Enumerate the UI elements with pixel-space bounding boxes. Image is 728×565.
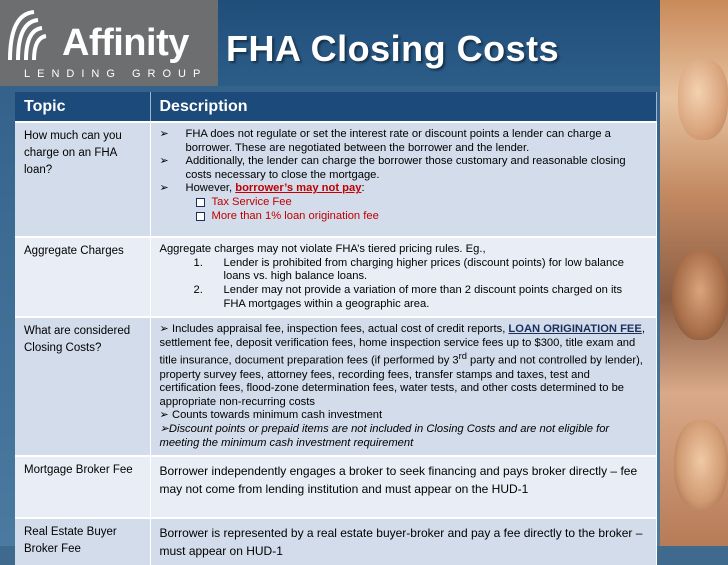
list-item bbox=[160, 155, 647, 182]
table-row bbox=[15, 317, 656, 456]
column-header-description: Description bbox=[150, 92, 656, 122]
topic-cell: Aggregate Charges bbox=[15, 237, 150, 317]
checkbox-bullet-icon bbox=[196, 198, 205, 207]
list-item bbox=[160, 128, 647, 155]
ordinal-suffix: rd bbox=[458, 351, 467, 362]
closing-costs-table bbox=[15, 92, 656, 559]
counts-text: Counts towards minimum cash investment bbox=[171, 409, 383, 422]
list-item-text: FHA does not regulate or set the interest rate or discount points a lender can charge a borrower. These are negotiated between the borrower and the lender. bbox=[185, 128, 611, 154]
logo-tagline: LENDING GROUP bbox=[24, 68, 208, 80]
photo-strip bbox=[660, 0, 728, 546]
numbered-item bbox=[194, 257, 647, 284]
description-cell bbox=[150, 237, 656, 317]
photo-person-1 bbox=[678, 60, 728, 140]
table-header-row bbox=[15, 92, 656, 122]
arrow-bullet-icon: ➢ bbox=[159, 155, 169, 168]
topic-cell: What are considered Closing Costs? bbox=[15, 317, 150, 456]
list-item bbox=[160, 182, 647, 196]
discount-note bbox=[160, 423, 647, 450]
numbered-list bbox=[160, 257, 647, 311]
sub-list-item bbox=[194, 196, 647, 210]
page-title: FHA Closing Costs bbox=[226, 28, 560, 69]
logo-arcs-icon bbox=[4, 6, 60, 62]
slide-header bbox=[0, 0, 660, 86]
description-cell bbox=[150, 122, 656, 237]
checkbox-bullet-icon bbox=[196, 212, 205, 221]
item-number: 1. bbox=[193, 256, 203, 269]
however-prefix: However, bbox=[185, 182, 236, 195]
broker-fee-text: Borrower independently engages a broker to seek financing and pays broker directly – fee may not come from lending institution and must appear on the HUD-1 bbox=[159, 464, 638, 497]
sub-list-item-text: Tax Service Fee bbox=[211, 195, 292, 208]
table-row bbox=[15, 518, 656, 565]
arrow-bullet-icon: ➢ bbox=[159, 182, 169, 195]
item-number: 2. bbox=[193, 283, 203, 296]
aggregate-intro: Aggregate charges may not violate FHA’s tiered pricing rules. Eg., bbox=[159, 243, 486, 256]
list-item-text: Additionally, the lender can charge the borrower those customary and reasonable closing costs necessary to close the mortgage. bbox=[185, 155, 626, 181]
lead-text: Includes appraisal fee, inspection fees, actual cost of credit reports, bbox=[171, 323, 509, 336]
column-header-topic: Topic bbox=[15, 92, 150, 122]
arrow-bullet-icon: ➢ bbox=[159, 423, 169, 436]
however-suffix: : bbox=[361, 182, 365, 195]
description-cell bbox=[150, 518, 656, 565]
table-row bbox=[15, 122, 656, 237]
sub-list-item bbox=[194, 210, 647, 224]
topic-cell: Real Estate Buyer Broker Fee bbox=[15, 518, 150, 565]
table-row bbox=[15, 237, 656, 317]
numbered-item bbox=[194, 284, 647, 311]
loan-origination-fee-emphasis: LOAN ORIGINATION FEE bbox=[508, 323, 642, 336]
lead-text-end: party and not controlled by lender), property survey fees, attorney fees, recording fees, transfer stamps and taxes, test and certification fees, flood-zone determination fees, water tests, and other costs determined to be appropriate non-recurring costs bbox=[159, 355, 643, 408]
however-emphasis: borrower’s may not pay bbox=[235, 182, 362, 195]
bullet-list bbox=[160, 128, 647, 196]
lead-text-continued: , settlement fee, deposit verification fees, home inspection service fees up to $300, title exam and title insurance, document preparation fees (if performed by 3 bbox=[159, 323, 645, 368]
closing-costs-lead bbox=[160, 323, 647, 409]
table bbox=[15, 92, 657, 565]
arrow-bullet-icon: ➢ bbox=[159, 323, 172, 336]
description-cell bbox=[150, 456, 656, 518]
photo-person-3 bbox=[674, 420, 728, 510]
arrow-bullet-icon: ➢ bbox=[159, 409, 172, 422]
discount-text: Discount points or prepaid items are not included in Closing Costs and are not eligible for meeting the minimum cash investment requirement bbox=[159, 423, 610, 449]
description-cell bbox=[150, 317, 656, 456]
topic-cell: How much can you charge on an FHA loan? bbox=[15, 122, 150, 237]
logo bbox=[0, 0, 218, 86]
numbered-item-text: Lender may not provide a variation of more than 2 discount points charged on its FHA mortgages within a geographic area. bbox=[223, 283, 623, 310]
arrow-bullet-icon: ➢ bbox=[159, 128, 169, 140]
sub-list bbox=[160, 196, 647, 223]
table-row bbox=[15, 456, 656, 518]
logo-wordmark: Affinity bbox=[62, 22, 189, 64]
buyer-broker-fee-text: Borrower is represented by a real estate buyer-broker and pay a fee directly to the broker – must appear on HUD-1 bbox=[159, 526, 643, 559]
sub-list-item-text: More than 1% loan origination fee bbox=[211, 209, 379, 222]
topic-cell: Mortgage Broker Fee bbox=[15, 456, 150, 518]
numbered-item-text: Lender is prohibited from charging higher prices (discount points) for low balance loans vs. high balance loans. bbox=[223, 256, 624, 283]
counts-note bbox=[160, 409, 647, 423]
photo-person-2 bbox=[672, 250, 728, 340]
